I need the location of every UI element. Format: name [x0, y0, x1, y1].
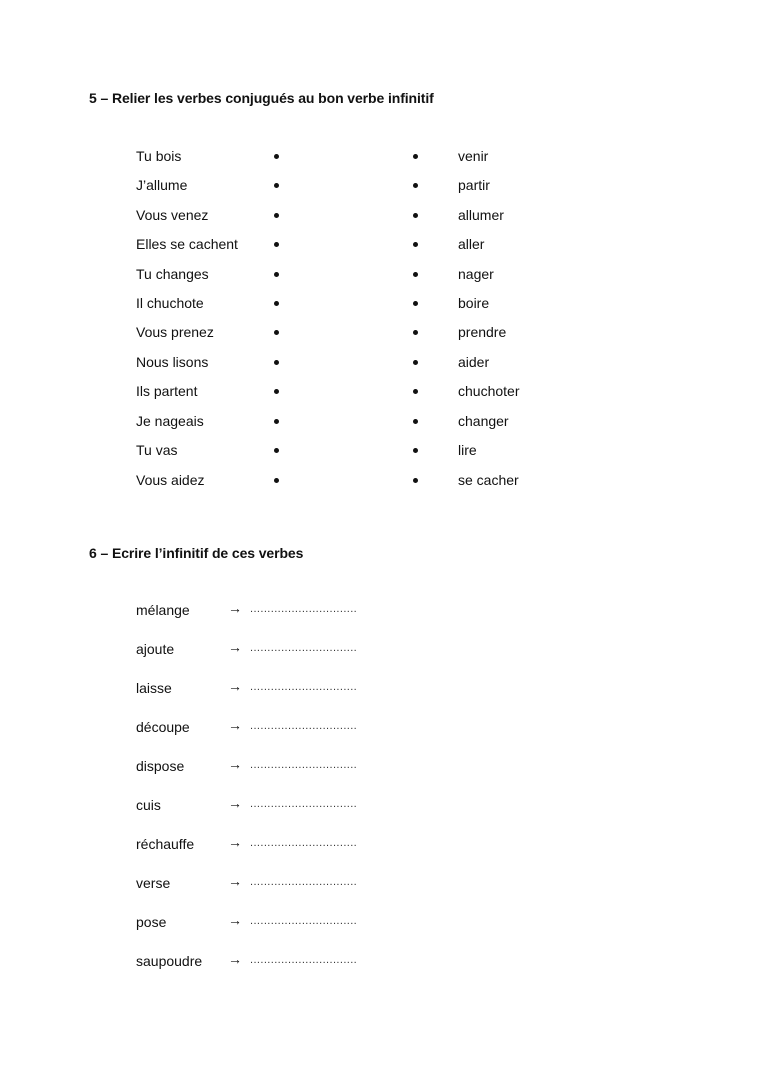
verb-to-convert: réchauffe [136, 836, 195, 852]
infinitive-verb: prendre [458, 324, 507, 340]
infinitive-verb: aller [458, 236, 485, 252]
arrow-right-icon: → [228, 600, 242, 616]
answer-blank[interactable]: ............................... [250, 915, 358, 927]
left-connect-dot[interactable] [274, 272, 279, 277]
infinitive-row [0, 795, 768, 817]
match-row [0, 264, 768, 286]
left-connect-dot[interactable] [274, 419, 279, 424]
infinitive-row [0, 639, 768, 661]
match-row [0, 146, 768, 168]
infinitive-row [0, 912, 768, 934]
left-connect-dot[interactable] [274, 154, 279, 159]
verb-to-convert: laisse [136, 680, 172, 696]
conjugated-verb: Vous aidez [136, 472, 205, 488]
arrow-right-icon: → [228, 873, 242, 889]
verb-to-convert: découpe [136, 719, 190, 735]
conjugated-verb: Ils partent [136, 383, 198, 399]
left-connect-dot[interactable] [274, 213, 279, 218]
answer-blank[interactable]: ............................... [250, 603, 358, 615]
match-row [0, 352, 768, 374]
answer-blank[interactable]: ............................... [250, 876, 358, 888]
infinitive-row [0, 951, 768, 973]
conjugated-verb: Tu changes [136, 266, 209, 282]
conjugated-verb: Vous prenez [136, 324, 214, 340]
infinitive-verb: aider [458, 354, 490, 370]
left-connect-dot[interactable] [274, 301, 279, 306]
infinitive-row [0, 873, 768, 895]
verb-to-convert: mélange [136, 602, 190, 618]
right-connect-dot[interactable] [413, 478, 418, 483]
arrow-right-icon: → [228, 951, 242, 967]
left-connect-dot[interactable] [274, 389, 279, 394]
match-row [0, 470, 768, 492]
match-row [0, 293, 768, 315]
arrow-right-icon: → [228, 834, 242, 850]
verb-to-convert: cuis [136, 797, 161, 813]
arrow-right-icon: → [228, 795, 242, 811]
infinitive-verb: lire [458, 442, 477, 458]
infinitive-row [0, 756, 768, 778]
exercise-6-title: 6 – Ecrire l’infinitif de ces verbes [89, 545, 304, 561]
answer-blank[interactable]: ............................... [250, 798, 358, 810]
exercise-5-title: 5 – Relier les verbes conjugués au bon verbe infinitif [89, 90, 434, 106]
match-row [0, 381, 768, 403]
conjugated-verb: Vous venez [136, 207, 209, 223]
answer-blank[interactable]: ............................... [250, 642, 358, 654]
arrow-right-icon: → [228, 639, 242, 655]
left-connect-dot[interactable] [274, 448, 279, 453]
infinitive-verb: nager [458, 266, 494, 282]
verb-to-convert: ajoute [136, 641, 175, 657]
left-connect-dot[interactable] [274, 183, 279, 188]
conjugated-verb: Elles se cachent [136, 236, 238, 252]
conjugated-verb: J’allume [136, 177, 188, 193]
left-connect-dot[interactable] [274, 242, 279, 247]
right-connect-dot[interactable] [413, 154, 418, 159]
right-connect-dot[interactable] [413, 389, 418, 394]
arrow-right-icon: → [228, 756, 242, 772]
infinitive-row [0, 600, 768, 622]
infinitive-verb: boire [458, 295, 490, 311]
infinitive-verb: venir [458, 148, 489, 164]
match-row [0, 175, 768, 197]
conjugated-verb: Tu vas [136, 442, 178, 458]
arrow-right-icon: → [228, 678, 242, 694]
match-row [0, 440, 768, 462]
infinitive-row [0, 717, 768, 739]
answer-blank[interactable]: ............................... [250, 759, 358, 771]
left-connect-dot[interactable] [274, 330, 279, 335]
right-connect-dot[interactable] [413, 301, 418, 306]
arrow-right-icon: → [228, 912, 242, 928]
match-row [0, 234, 768, 256]
infinitive-row [0, 678, 768, 700]
verb-to-convert: verse [136, 875, 171, 891]
conjugated-verb: Je nageais [136, 413, 204, 429]
infinitive-row [0, 834, 768, 856]
right-connect-dot[interactable] [413, 419, 418, 424]
infinitive-verb: se cacher [458, 472, 519, 488]
match-row [0, 411, 768, 433]
right-connect-dot[interactable] [413, 330, 418, 335]
right-connect-dot[interactable] [413, 242, 418, 247]
match-row [0, 205, 768, 227]
infinitive-verb: allumer [458, 207, 504, 223]
conjugated-verb: Tu bois [136, 148, 182, 164]
right-connect-dot[interactable] [413, 448, 418, 453]
verb-to-convert: saupoudre [136, 953, 203, 969]
arrow-right-icon: → [228, 717, 242, 733]
infinitive-verb: changer [458, 413, 509, 429]
right-connect-dot[interactable] [413, 272, 418, 277]
infinitive-verb: chuchoter [458, 383, 520, 399]
answer-blank[interactable]: ............................... [250, 681, 358, 693]
conjugated-verb: Nous lisons [136, 354, 209, 370]
infinitive-verb: partir [458, 177, 490, 193]
answer-blank[interactable]: ............................... [250, 720, 358, 732]
verb-to-convert: dispose [136, 758, 185, 774]
left-connect-dot[interactable] [274, 478, 279, 483]
answer-blank[interactable]: ............................... [250, 837, 358, 849]
answer-blank[interactable]: ............................... [250, 954, 358, 966]
left-connect-dot[interactable] [274, 360, 279, 365]
right-connect-dot[interactable] [413, 360, 418, 365]
match-row [0, 322, 768, 344]
conjugated-verb: Il chuchote [136, 295, 204, 311]
right-connect-dot[interactable] [413, 183, 418, 188]
verb-to-convert: pose [136, 914, 167, 930]
right-connect-dot[interactable] [413, 213, 418, 218]
